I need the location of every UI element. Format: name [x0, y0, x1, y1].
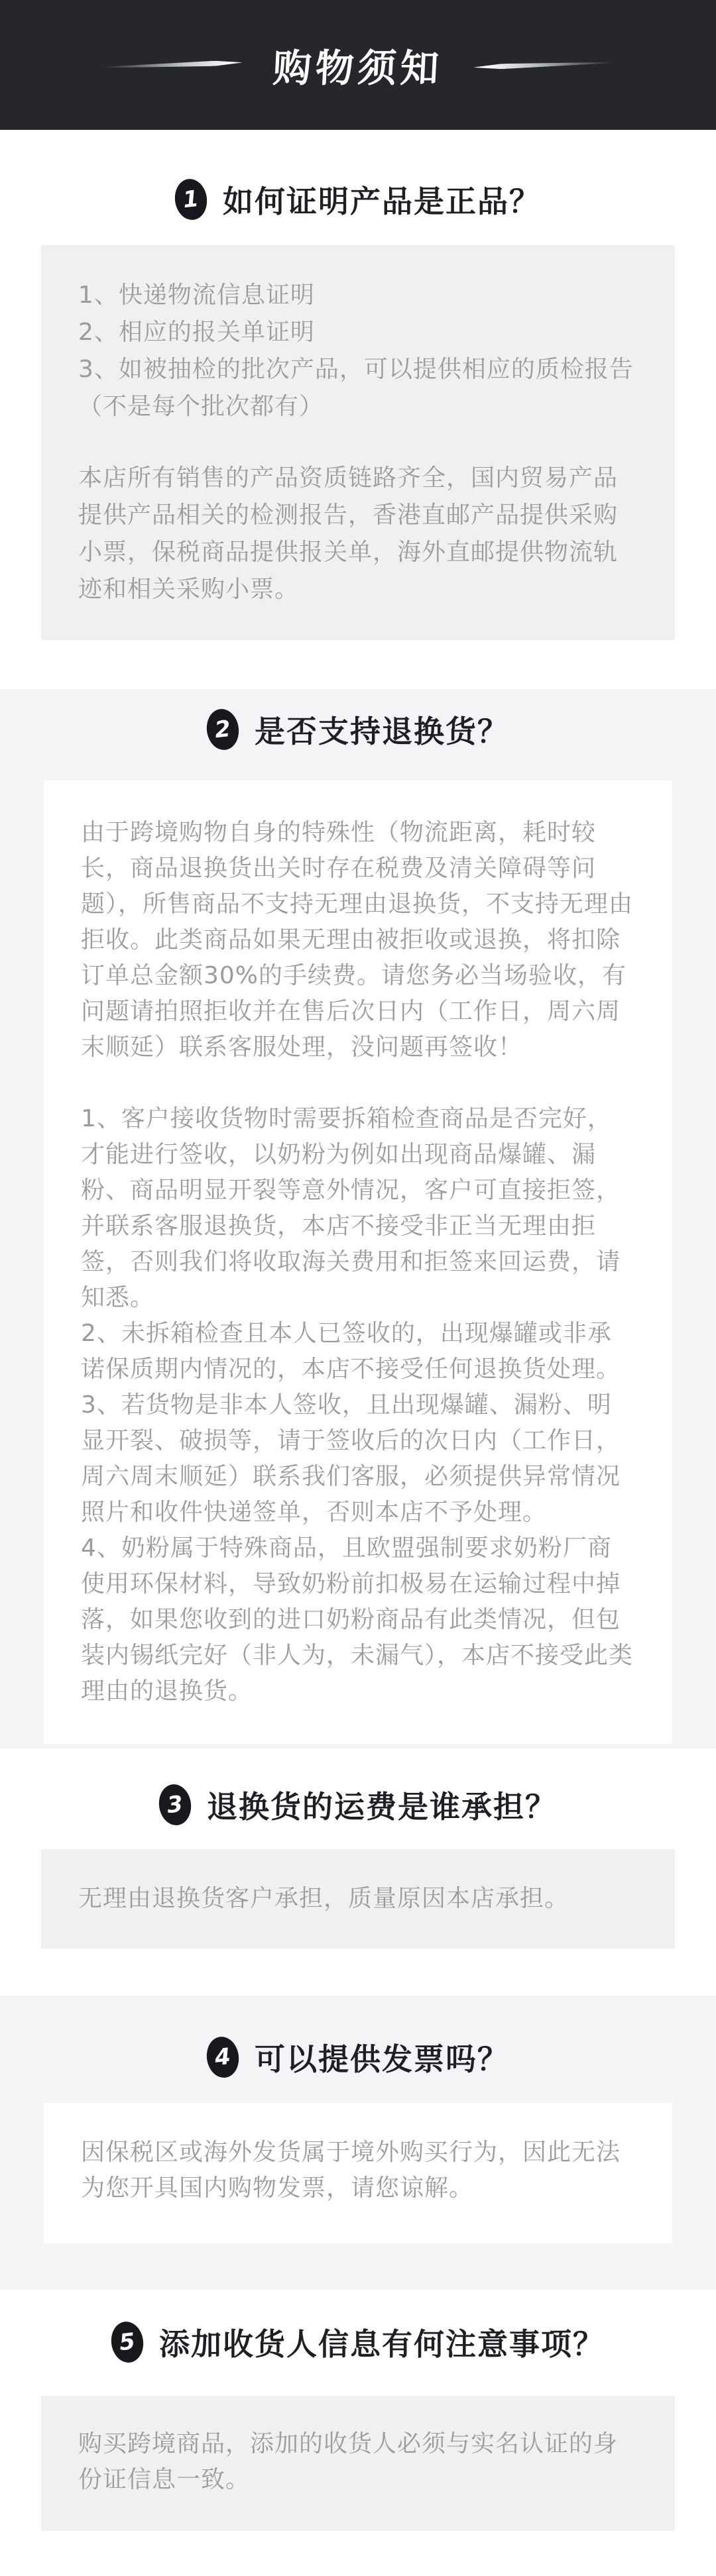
- section-return-shipping-fee: [0, 1748, 716, 1996]
- answer-card-4: [44, 2103, 672, 2243]
- number-badge-icon: [172, 177, 209, 222]
- answer-paragraph: 3、若货物是非本人签收，且出现爆罐、漏粉、明显开裂、破损等，请于签收后的次日内（工作日，周六周末顺延）联系我们客服，必须提供异常情况照片和收件快递签单，否则本店不予处理。: [81, 1391, 621, 1526]
- section-authenticity: [0, 130, 716, 689]
- answer-paragraph: 由于跨境购物自身的特殊性（物流距离，耗时较长，商品退换货出关时存在税费及清关障碍等问题），所售商品不支持无理由退换货，不支持无理由拒收。此类商品如果无理由被拒收或退换，将扣除订单总金额30%的手续费。请您务必当场验收，有问题请拍照拒收并在售后次日内（工作日，周六周末顺延）联系客服处理，没问题再签收！: [81, 819, 634, 1061]
- answer-card-2: [44, 780, 672, 1744]
- answer-paragraph: 2、未拆箱检查且本人已签收的，出现爆罐或非承诺保质期内情况的，本店不接受任何退换货处理。: [81, 1320, 621, 1383]
- section-invoice: [0, 1996, 716, 2290]
- question-heading-2: [0, 689, 716, 751]
- answer-paragraph: 购买跨境商品，添加的收货人必须与实名认证的身份证信息一致。: [78, 2430, 619, 2493]
- answer-card-5: [41, 2396, 675, 2531]
- answer-paragraph: 因保税区或海外发货属于境外购买行为，因此无法为您开具国内购物发票，请您谅解。: [81, 2139, 621, 2202]
- question-heading-1: [0, 130, 716, 221]
- question-title: 添加收货人信息有何注意事项？: [159, 2326, 605, 2362]
- header-banner: [0, 0, 716, 130]
- question-number: 2: [213, 715, 232, 744]
- proof-list-item: 1、快递物流信息证明: [78, 282, 315, 309]
- question-heading-5: [0, 2290, 716, 2364]
- question-number: 5: [118, 2328, 137, 2357]
- question-heading-3: [0, 1748, 716, 1827]
- proof-list-item: 3、如被抽检的批次产品，可以提供相应的质检报告: [78, 356, 634, 383]
- question-title: 如何证明产品是正品？: [223, 184, 541, 219]
- number-badge-icon: [204, 2035, 241, 2080]
- proof-list-item: （不是每个批次都有）: [78, 393, 324, 420]
- answer-paragraph: 无理由退换货客户承担，质量原因本店承担。: [78, 1885, 569, 1912]
- answer-card-3: [41, 1849, 675, 1949]
- question-title: 是否支持退换货？: [255, 714, 509, 749]
- section-returns-policy: [0, 689, 716, 1748]
- question-title: 可以提供发票吗？: [255, 2041, 509, 2077]
- question-title: 退换货的运费是谁承担？: [207, 1789, 557, 1825]
- answer-paragraph: 4、奶粉属于特殊商品，且欧盟强制要求奶粉厂商使用环保材料，导致奶粉前扣极易在运输过程中掉落，如果您收到的进口奶粉商品有此类情况，但包装内锡纸完好（非人为，未漏气），本店不接受此类理由的退换货。: [81, 1534, 634, 1705]
- number-badge-icon: [156, 1782, 194, 1827]
- page-title: 购物须知: [271, 46, 444, 91]
- question-number: 1: [182, 185, 200, 214]
- question-heading-4: [0, 1996, 716, 2079]
- number-badge-icon: [109, 2320, 146, 2365]
- title-left-dash-icon: [102, 60, 243, 70]
- answer-paragraph: 本店所有销售的产品资质链路齐全，国内贸易产品提供产品相关的检测报告，香港直邮产品提供采购小票，保税商品提供报关单，海外直邮提供物流轨迹和相关采购小票。: [78, 464, 619, 603]
- title-right-dash-icon: [473, 60, 614, 70]
- answer-card-1: [41, 245, 675, 640]
- number-badge-icon: [204, 707, 241, 752]
- question-number: 4: [213, 2043, 232, 2072]
- question-number: 3: [166, 1790, 184, 1819]
- answer-paragraph: 1、客户接收货物时需要拆箱检查商品是否完好，才能进行签收，以奶粉为例如出现商品爆罐、漏粉、商品明显开裂等意外情况，客户可直接拒签，并联系客服退换货，本店不接受非正当无理由拒签，否则我们将收取海关费用和拒签来回运费，请知悉。: [81, 1105, 621, 1311]
- section-consignee-info: [0, 2290, 716, 2576]
- proof-list-item: 2、相应的报关单证明: [78, 319, 315, 346]
